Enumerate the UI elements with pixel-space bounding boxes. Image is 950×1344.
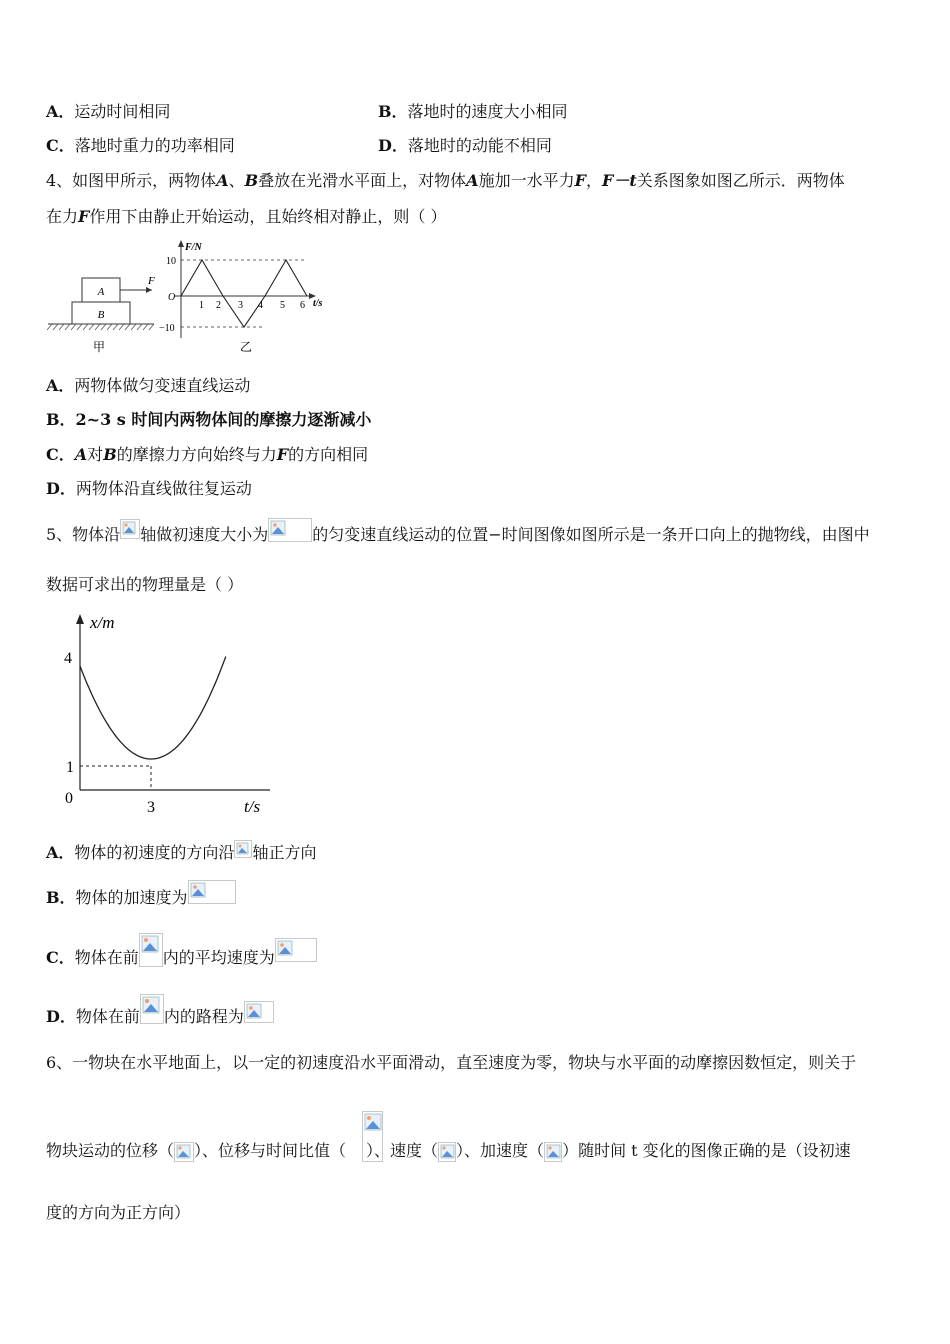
q5-option-a: A．物体的初速度的方向沿 轴正方向 bbox=[46, 843, 316, 863]
force-arrowhead bbox=[146, 287, 152, 293]
q4-option-d: D．两物体沿直线做往复运动 bbox=[46, 479, 252, 498]
q5-stem-line1: 5、物体沿 轴做初速度大小为 的匀变速直线运动的位置−时间图像如图所示是一条开口向上的抛物线，由图中 bbox=[46, 525, 870, 545]
q4-stem-line2: 在力F作用下由静止开始运动，且始终相对静止，则（ ） bbox=[46, 207, 447, 226]
broken-image-icon bbox=[120, 519, 140, 539]
x-axis-label: x/m bbox=[90, 613, 115, 632]
caption-jia: 甲 bbox=[92, 340, 106, 354]
q5-option-d: D．物体在前 内的路程为 bbox=[46, 1007, 274, 1027]
broken-image-icon bbox=[544, 1142, 562, 1162]
ground-hatch bbox=[47, 324, 154, 330]
prev-option-c: C．落地时重力的功率相同 bbox=[46, 136, 235, 155]
y-tick-10: 10 bbox=[166, 256, 176, 267]
t-axis-label: t/s bbox=[313, 298, 323, 309]
q4-ft-graph bbox=[159, 240, 323, 354]
t-axis-label: t/s bbox=[244, 797, 261, 816]
f-axis-label: F/N bbox=[185, 242, 202, 253]
q5-option-b: B．物体的加速度为 bbox=[46, 888, 236, 908]
origin-label: O bbox=[168, 292, 176, 303]
x-tick-4: 4 bbox=[64, 650, 72, 667]
x-tick-4: 4 bbox=[258, 300, 263, 311]
q5-xt-graph bbox=[40, 606, 290, 821]
force-label: F bbox=[148, 275, 155, 287]
q4-block-diagram bbox=[47, 275, 155, 354]
broken-image-icon bbox=[140, 994, 164, 1024]
broken-image-icon bbox=[139, 933, 163, 967]
q4-figure bbox=[44, 238, 344, 358]
broken-image-icon bbox=[275, 938, 317, 962]
prev-option-b: B．落地时的速度大小相同 bbox=[378, 102, 568, 121]
q5-stem-line2: 数据可求出的物理量是（ ） bbox=[46, 575, 244, 594]
q6-stem-line2: 物块运动的位移（ ）、位移与时间比值（ ）、速度（ ）、加速度（ ）随时间 t 变化的图像正确的是（设初速 bbox=[46, 1141, 851, 1160]
q4-stem-line1: 4、如图甲所示，两物体A、B叠放在光滑水平面上，对物体A施加一水平力F，F－t关系图象如图乙所示．两物体 bbox=[46, 171, 845, 190]
prev-option-d: D．落地时的动能不相同 bbox=[378, 136, 552, 155]
origin-label: 0 bbox=[65, 790, 73, 807]
q5-option-c: C．物体在前 内的平均速度为 bbox=[46, 948, 317, 968]
q4-option-b: B．2~3 s 时间内两物体间的摩擦力逐渐减小 bbox=[46, 410, 372, 429]
broken-image-icon bbox=[438, 1142, 456, 1162]
parabola-curve bbox=[80, 657, 226, 760]
broken-image-icon bbox=[188, 880, 236, 904]
caption-yi: 乙 bbox=[239, 340, 253, 354]
broken-image-icon bbox=[268, 518, 312, 542]
q4-option-c: C．A对B的摩擦力方向始终与力F的方向相同 bbox=[46, 445, 369, 464]
x-tick-5: 5 bbox=[280, 300, 285, 311]
broken-image-icon bbox=[174, 1142, 194, 1162]
x-tick-6: 6 bbox=[300, 300, 305, 311]
x-tick-3: 3 bbox=[238, 300, 243, 311]
f-axis-arrow bbox=[178, 240, 184, 247]
q6-stem-line1: 6、一物块在水平地面上，以一定的初速度沿水平面滑动，直至速度为零，物块与水平面的动摩擦因数恒定，则关于 bbox=[46, 1053, 857, 1072]
prev-option-a: A．运动时间相同 bbox=[46, 102, 171, 121]
q6-stem-line3: 度的方向为正方向） bbox=[46, 1203, 191, 1222]
x-tick-1: 1 bbox=[66, 759, 74, 776]
broken-image-icon bbox=[234, 840, 252, 858]
x-axis-arrow bbox=[76, 614, 84, 624]
f-t-curve bbox=[181, 260, 307, 327]
block-b-label: B bbox=[97, 309, 105, 321]
broken-image-icon bbox=[244, 1001, 274, 1023]
x-tick-1: 1 bbox=[199, 300, 204, 311]
block-a-label: A bbox=[97, 286, 105, 298]
t-tick-3: 3 bbox=[147, 799, 155, 816]
q4-option-a: A．两物体做匀变速直线运动 bbox=[46, 376, 251, 395]
y-tick-minus-10: −10 bbox=[159, 323, 175, 334]
x-tick-2: 2 bbox=[216, 300, 221, 311]
